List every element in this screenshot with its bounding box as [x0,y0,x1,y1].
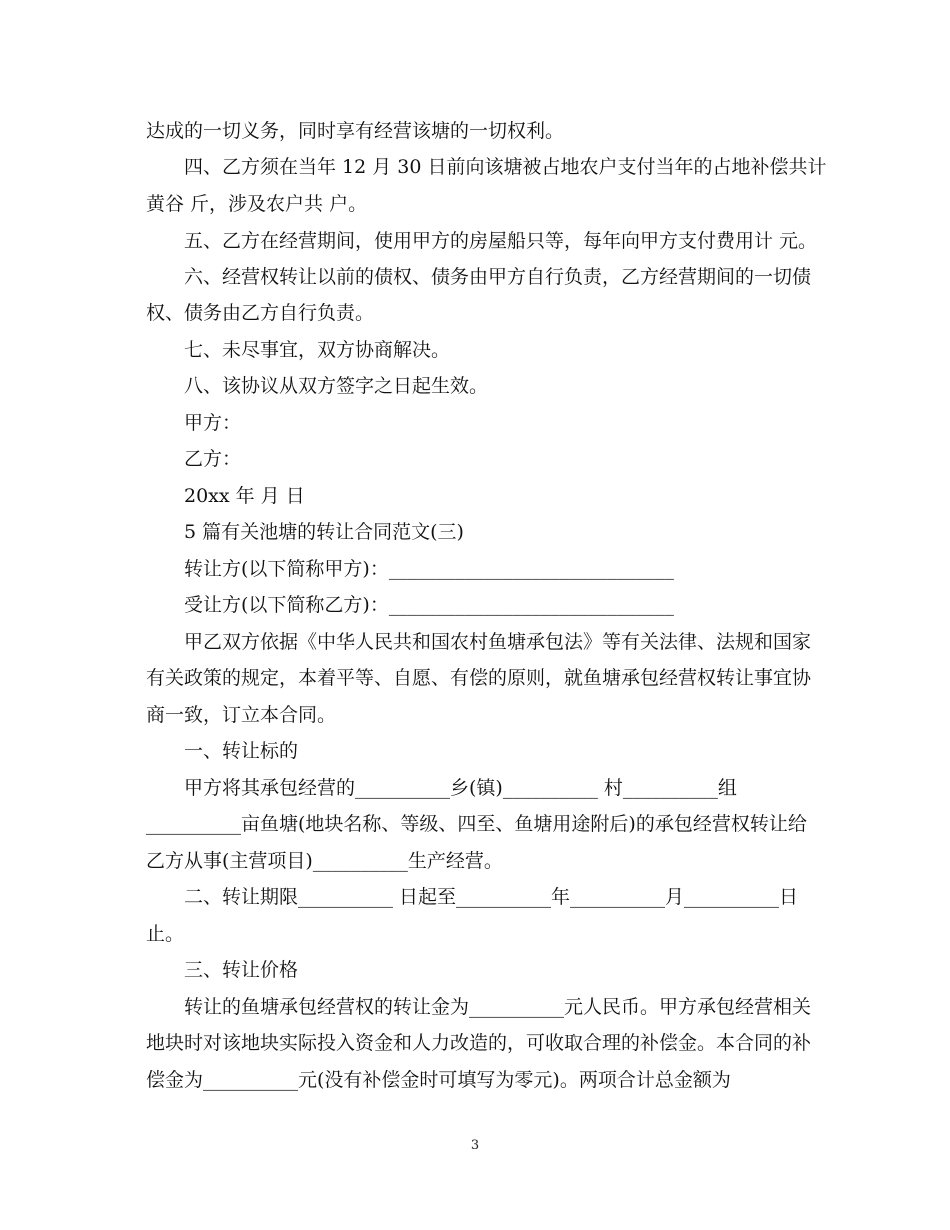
preamble-line-2: 有关政策的规定，本着平等、自愿、有偿的原则，就鱼塘承包经营权转让事宜协 [146,667,812,689]
preamble-line-3: 商一致，订立本合同。 [146,704,337,726]
article-3-line-1: 转让的鱼塘承包经营权的转让金为__________元人民币。甲方承包经营相关 [184,996,812,1018]
transferor-field: 转让方(以下简称甲方)：______________________________ [184,558,674,580]
page-number: 3 [470,1138,480,1153]
clause-5: 五、乙方在经营期间，使用甲方的房屋船只等，每年向甲方支付费用计 元。 [184,230,818,252]
article-2-line-2: 止。 [146,923,185,945]
preamble-line-1: 甲乙双方依据《中华人民共和国农村鱼塘承包法》等有关法律、法规和国家 [184,631,812,653]
party-a-signature: 甲方： [184,412,242,434]
article-1-line-3: 乙方从事(主营项目)__________生产经营。 [146,850,503,872]
article-3-line-3: 偿金为__________元(没有补偿金时可填写为零元)。两项合计总金额为 [146,1069,731,1091]
clause-6-line-1: 六、经营权转让以前的债权、债务由甲方自行负责，乙方经营期间的一切债 [184,266,812,288]
article-3-heading: 三、转让价格 [184,959,299,981]
text-line: 达成的一切义务，同时享有经营该塘的一切权利。 [146,120,565,142]
article-2-line-1: 二、转让期限__________ 日起至__________年__________月__________日 [184,886,799,908]
section-heading: 5 篇有关池塘的转让合同范文(三) [184,521,464,543]
clause-8: 八、该协议从双方签字之日起生效。 [184,375,489,397]
clause-7: 七、未尽事宜，双方协商解决。 [184,339,451,361]
clause-6-line-2: 权、债务由乙方自行负责。 [146,302,375,324]
transferee-field: 受让方(以下简称乙方)：______________________________ [184,594,674,616]
party-b-signature: 乙方： [184,448,242,470]
clause-4-line-1: 四、乙方须在当年 12 月 30 日前向该塘被占地农户支付当年的占地补偿共计 [184,156,827,178]
article-3-line-2: 地块时对该地块实际投入资金和人力改造的，可收取合理的补偿金。本合同的补 [146,1032,812,1054]
signature-date: 20xx 年 月 日 [184,485,305,507]
article-1-line-2: __________亩鱼塘(地块名称、等级、四至、鱼塘用途附后)的承包经营权转让给 [146,813,807,835]
article-1-line-1: 甲方将其承包经营的__________乡(镇)__________ 村__________组 [184,777,737,799]
clause-4-line-2: 黄谷 斤，涉及农户共 户。 [146,193,368,215]
article-1-heading: 一、转让标的 [184,740,299,762]
